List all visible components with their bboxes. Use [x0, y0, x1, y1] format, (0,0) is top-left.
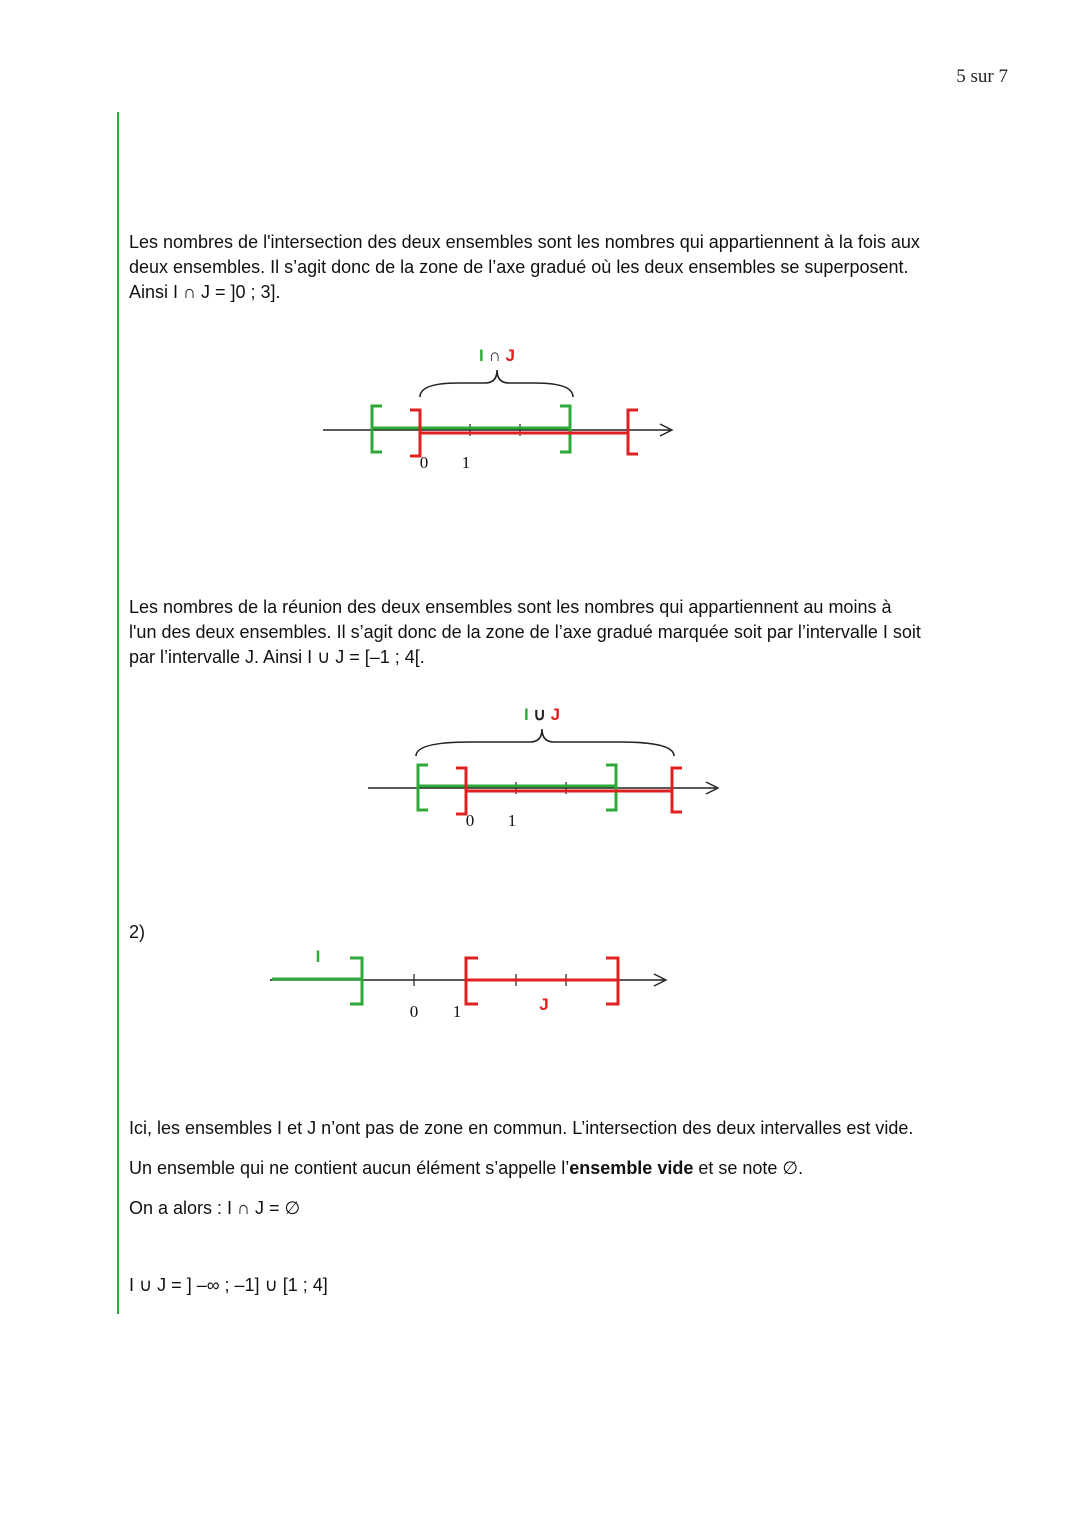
text-line: Les nombres de la réunion des deux ensembles sont les nombres qui appartiennent au moins à — [129, 597, 892, 617]
empty-set-paragraph — [129, 1108, 1029, 1228]
intersection-brace-label: I ∩ J — [479, 346, 515, 365]
union-result: I ∪ J = ] –∞ ; –1] ∪ [1 ; 4] — [129, 1275, 328, 1295]
text-line — [129, 1148, 1029, 1188]
tick-label-0: 0 — [409, 1002, 419, 1021]
text-line: Ainsi I ∩ J = ]0 ; 3]. — [129, 282, 281, 302]
interval-I-label: I — [315, 947, 321, 966]
interval-J-label: J — [539, 995, 549, 1014]
tick-label-0: 0 — [419, 453, 429, 472]
union-brace-label: I ∪ J — [523, 705, 561, 724]
text-line: Les nombres de l'intersection des deux ensembles sont les nombres qui appartiennent à la fois aux — [129, 232, 920, 252]
interval-I-right-bracket — [350, 958, 362, 1004]
empty-set-term: ensemble vide — [569, 1158, 694, 1178]
tick-label-0: 0 — [465, 811, 475, 830]
text-line: par l’intervalle J. Ainsi I ∪ J = [–1 ; 4[. — [129, 647, 425, 667]
text-fragment: et se note ∅. — [693, 1158, 804, 1178]
page-number: 5 sur 7 — [956, 66, 1008, 87]
tick-label-1: 1 — [507, 811, 517, 830]
tick-label-1: 1 — [461, 453, 471, 472]
tick-label-1: 1 — [452, 1002, 462, 1021]
text-line: On a alors : I ∩ J = ∅ — [129, 1198, 301, 1218]
text-line: deux ensembles. Il s’agit donc de la zone de l’axe gradué où les deux ensembles se superposent. — [129, 257, 909, 277]
question-number: 2) — [129, 922, 146, 942]
text-fragment: Un ensemble qui ne contient aucun élément s’appelle l’ — [129, 1158, 570, 1178]
text-line: Ici, les ensembles I et J n’ont pas de zone en commun. L’intersection des deux intervalles est vide. — [129, 1118, 914, 1138]
text-line: l'un des deux ensembles. Il s’agit donc de la zone de l’axe gradué marquée soit par l’intervalle I soit — [129, 622, 921, 642]
